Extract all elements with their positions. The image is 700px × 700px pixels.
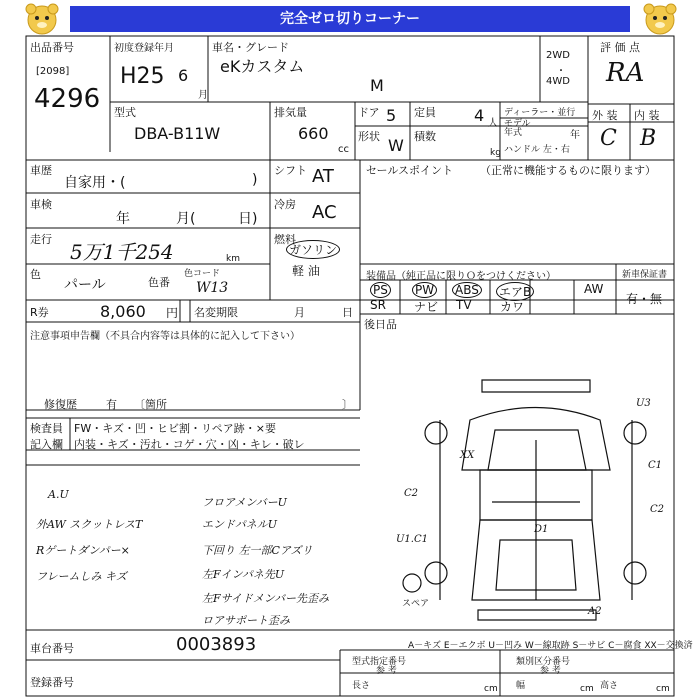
car-name-label: 車名・グレード [212, 41, 289, 54]
equip-sr: SR [370, 298, 386, 312]
model-year-unit: 年 [570, 130, 580, 141]
note-left-2: 外AW スクットレスT [36, 518, 143, 531]
name-change-day: 日 [342, 306, 353, 319]
rating-value: RA [606, 58, 645, 88]
color-label: 色 [30, 268, 41, 281]
cert-width-unit: cm [580, 684, 594, 694]
note-right-6: ロアサポート歪み [202, 614, 290, 627]
interior-value: B [640, 126, 657, 151]
note-right-1: フロアメンバーU [202, 496, 287, 509]
mileage-value: 5万1千254 [70, 240, 174, 264]
repair-label: 修復歴 [44, 398, 77, 411]
mileage-label: 走行 [30, 233, 52, 246]
note-left-3: Rゲートダンパー× [36, 544, 130, 557]
fuel-gasoline: ガソリン [286, 240, 340, 259]
exterior-label: 外 装 [592, 109, 618, 122]
color-value: パール [64, 277, 106, 293]
mileage-unit: km [226, 254, 240, 264]
cert-label-1: 型式指定番号 [352, 657, 407, 667]
doors-value: 5 [386, 106, 397, 125]
note-right-2: エンドパネルU [202, 518, 278, 531]
inspector-label-2: 記入欄 [30, 438, 63, 451]
reg-no-label: 登録番号 [30, 676, 74, 689]
sales-point-label: セールスポイント [366, 164, 454, 177]
cert-ref-1: 参 考 [376, 666, 397, 676]
color-number-label: 色番 [148, 276, 170, 289]
mark-u1c1: U1.C1 [396, 534, 428, 545]
cert-height: 高さ [600, 681, 619, 691]
damage-legend: A－キズ E－エクボ U－凹み W－線取跡 S－サビ C－腐食 XX－交換済 [408, 641, 693, 651]
fuel-diesel: 軽 油 [292, 264, 320, 278]
inspection-month-unit: 月( [176, 211, 196, 227]
listing-number: 4296 [34, 84, 101, 114]
drive-4wd: 4WD [546, 76, 570, 87]
cert-height-unit: cm [656, 684, 670, 694]
model-value: DBA-B11W [134, 124, 221, 143]
ac-value: AC [312, 202, 337, 223]
equip-aw: AW [584, 282, 604, 296]
capacity-value: 4 [474, 106, 485, 125]
bear-mascot-icon [22, 2, 62, 36]
car-diagram [403, 380, 646, 620]
cert-length: 長さ [352, 681, 371, 691]
warranty-label: 新車保証書 [622, 270, 668, 280]
banner-title: 完全ゼロ切りコーナー [70, 6, 630, 32]
rear-seat-label: 後日品 [364, 318, 397, 331]
notes-label: 注意事項申告欄（不具合内容等は具体的に記入して下さい） [30, 331, 300, 342]
mark-u3: U3 [636, 398, 651, 409]
warranty-value: 有・無 [626, 292, 663, 306]
recycle-value: 8,060 [100, 302, 146, 321]
load-label: 積数 [414, 130, 436, 143]
doors-label: ドア [358, 106, 380, 119]
first-reg-month: 6 [178, 66, 189, 85]
equip-leather: カワ [500, 300, 525, 314]
inspection-label: 車検 [30, 198, 52, 211]
note-left-4: フレームしみ キズ [36, 570, 127, 583]
sales-point-note: （正常に機能するものに限ります） [480, 164, 656, 177]
mark-a2: A2 [588, 606, 602, 617]
shift-value: AT [312, 166, 334, 187]
color-code: W13 [196, 280, 229, 296]
shift-label: シフト [274, 164, 307, 177]
shape-value: W [388, 136, 404, 155]
equip-ps: PS [370, 282, 391, 298]
equipment-label: 装備品（純正品に限りＯをつけください） [366, 271, 556, 282]
history-label: 車歴 [30, 164, 52, 177]
exterior-value: C [600, 126, 617, 151]
listing-label: 出品番号 [30, 41, 74, 54]
color-code-label: 色コード [184, 269, 221, 279]
note-left-1: A.U [48, 488, 69, 501]
bear-mascot-icon [640, 2, 680, 36]
drive-2wd: 2WD [546, 50, 570, 61]
inspector-row-1: FW・キズ・凹・ヒビ割・リペア跡・×要 [74, 422, 276, 435]
cert-ref-2: 参 考 [540, 666, 561, 676]
history-value: 自家用・( [64, 175, 126, 191]
steering-label: ハンドル 左・右 [504, 145, 570, 155]
note-right-4: 左Fインパネ先U [202, 568, 285, 581]
equip-tv: TV [456, 298, 472, 312]
interior-label: 内 装 [634, 109, 660, 122]
inspection-day-unit: 日) [238, 211, 258, 227]
repair-place: 〔箇所 [134, 398, 167, 411]
listing-sub: [2098] [36, 66, 70, 77]
displacement-unit: cc [338, 144, 349, 155]
displacement-value: 660 [298, 124, 329, 143]
recycle-unit: 円 [166, 306, 179, 320]
mark-c1: C1 [648, 460, 663, 471]
chassis-label: 車台番号 [30, 642, 74, 655]
mark-xx: XX [460, 450, 475, 461]
drive-dot: ・ [556, 66, 566, 77]
history-close: ) [252, 172, 258, 188]
load-unit: kg [490, 148, 501, 158]
car-grade: M [370, 76, 384, 95]
dealer-label: ディーラー・並行 [504, 108, 576, 118]
note-right-3: 下回り 左一部Cアズリ [202, 544, 313, 557]
mark-spare: スペア [402, 599, 430, 609]
first-reg-label: 初度登録年月 [114, 43, 174, 54]
capacity-label: 定員 [414, 106, 436, 119]
name-change-month: 月 [294, 306, 305, 319]
equip-navi: ナビ [414, 300, 439, 314]
model-year-label: モデル 年式 [504, 119, 531, 138]
equip-airbag: エアB [496, 282, 534, 301]
inspector-row-2: 内装・キズ・汚れ・コゲ・穴・凶・キレ・破レ [74, 438, 305, 451]
recycle-label: R券 [30, 306, 49, 319]
displacement-label: 排気量 [274, 106, 307, 119]
equip-pw: PW [412, 282, 437, 298]
inspection-year-unit: 年 [116, 211, 130, 227]
mark-c2-left: C2 [404, 488, 419, 499]
fuel-label: 燃料 [274, 233, 296, 246]
equip-abs: ABS [452, 282, 482, 298]
cert-width: 幅 [516, 681, 526, 691]
shape-label: 形状 [358, 130, 380, 143]
note-right-5: 左Fサイドメンバー先歪み [202, 592, 329, 605]
repair-value: 有 [106, 398, 117, 411]
first-reg-year: H25 [120, 64, 165, 89]
ac-label: 冷房 [274, 198, 296, 211]
cert-label-2: 類別区分番号 [516, 657, 571, 667]
model-label: 型式 [114, 106, 136, 119]
capacity-unit: 人 [488, 118, 498, 129]
mark-c2-right: C2 [650, 504, 665, 515]
car-name: eKカスタム [220, 57, 305, 76]
rating-label: 評 価 点 [600, 41, 640, 54]
inspector-label: 検査員 [30, 422, 63, 435]
first-reg-month-unit: 月 [198, 90, 208, 101]
name-change-label: 名変期限 [194, 306, 238, 319]
cert-length-unit: cm [484, 684, 498, 694]
mark-d1: D1 [534, 524, 549, 535]
chassis-value: 0003893 [176, 634, 257, 655]
repair-close: 〕 [342, 398, 353, 411]
